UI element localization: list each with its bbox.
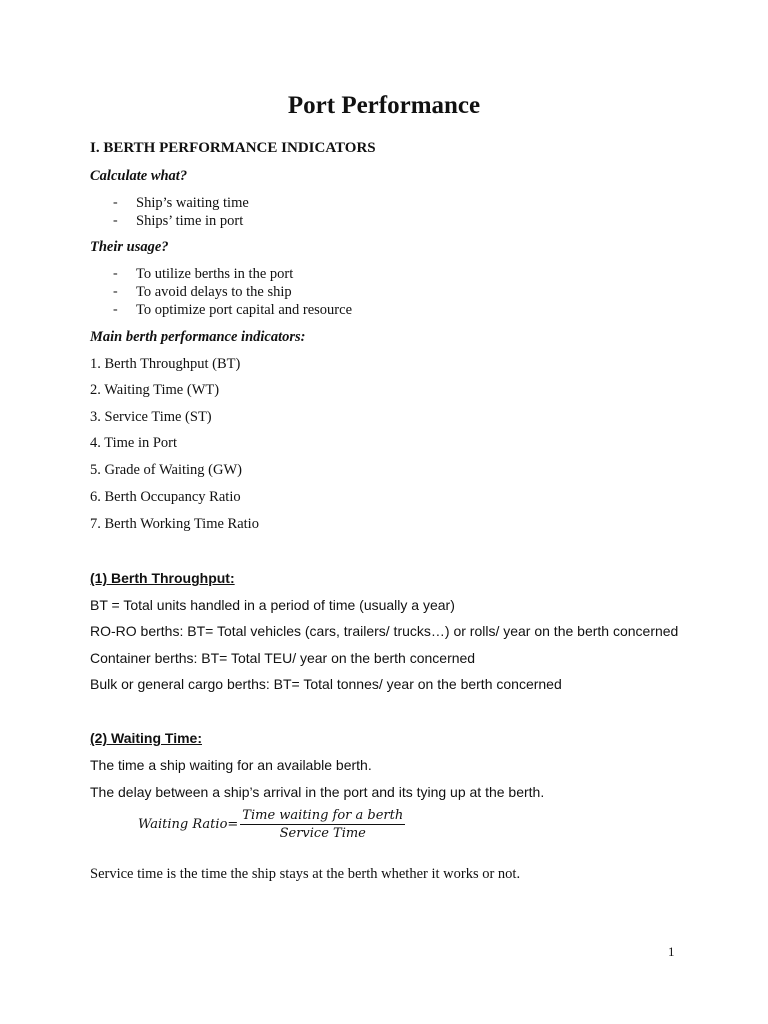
- page-number: 1: [668, 944, 675, 959]
- usage-question: Their usage?: [90, 239, 169, 255]
- usage-item: To utilize berths in the port: [136, 266, 294, 282]
- bullet-dash: -: [113, 284, 118, 299]
- section-heading: I. BERTH PERFORMANCE INDICATORS: [90, 140, 376, 156]
- bullet-dash: -: [113, 213, 118, 228]
- calc-question: Calculate what?: [90, 168, 188, 184]
- throughput-line: BT = Total units handled in a period of time (usually a year): [90, 597, 455, 613]
- usage-item: To optimize port capital and resource: [136, 302, 352, 318]
- throughput-heading: (1) Berth Throughput:: [90, 570, 235, 586]
- usage-item: To avoid delays to the ship: [136, 284, 292, 300]
- formula-numerator: Time waiting for a berth: [242, 808, 404, 823]
- waiting-line: The time a ship waiting for an available berth.: [90, 757, 372, 773]
- calc-item: Ships’ time in port: [136, 213, 244, 229]
- calc-item: Ship’s waiting time: [136, 195, 249, 211]
- indicator-item: 3. Service Time (ST): [90, 409, 212, 425]
- indicator-item: 7. Berth Working Time Ratio: [90, 516, 259, 532]
- page-title: Port Performance: [287, 92, 481, 119]
- throughput-line: Container berths: BT= Total TEU/ year on the berth concerned: [90, 650, 476, 666]
- throughput-line: Bulk or general cargo berths: BT= Total tonnes/ year on the berth concerned: [90, 676, 562, 692]
- formula-denominator: Service Time: [279, 826, 366, 841]
- formula-fraction: [240, 808, 405, 841]
- indicator-item: 1. Berth Throughput (BT): [90, 356, 241, 372]
- formula-lhs: Waiting Ratio=: [138, 817, 239, 832]
- indicator-item: 6. Berth Occupancy Ratio: [90, 489, 241, 505]
- waiting-heading: (2) Waiting Time:: [90, 730, 202, 746]
- indicator-item: 4. Time in Port: [90, 435, 178, 451]
- bullet-dash: -: [113, 266, 118, 281]
- waiting-line: The delay between a ship’s arrival in the port and its tying up at the berth.: [90, 784, 545, 800]
- service-time-note: Service time is the time the ship stays at the berth whether it works or not.: [90, 866, 521, 882]
- bullet-dash: -: [113, 302, 118, 317]
- bullet-dash: -: [113, 195, 118, 210]
- indicator-item: 5. Grade of Waiting (GW): [90, 462, 242, 478]
- waiting-ratio-formula: [138, 808, 405, 841]
- main-indicators-heading: Main berth performance indicators:: [90, 329, 306, 345]
- throughput-line: RO-RO berths: BT= Total vehicles (cars, trailers/ trucks…) or rolls/ year on the berth concerned: [90, 623, 679, 639]
- indicator-item: 2. Waiting Time (WT): [90, 382, 220, 398]
